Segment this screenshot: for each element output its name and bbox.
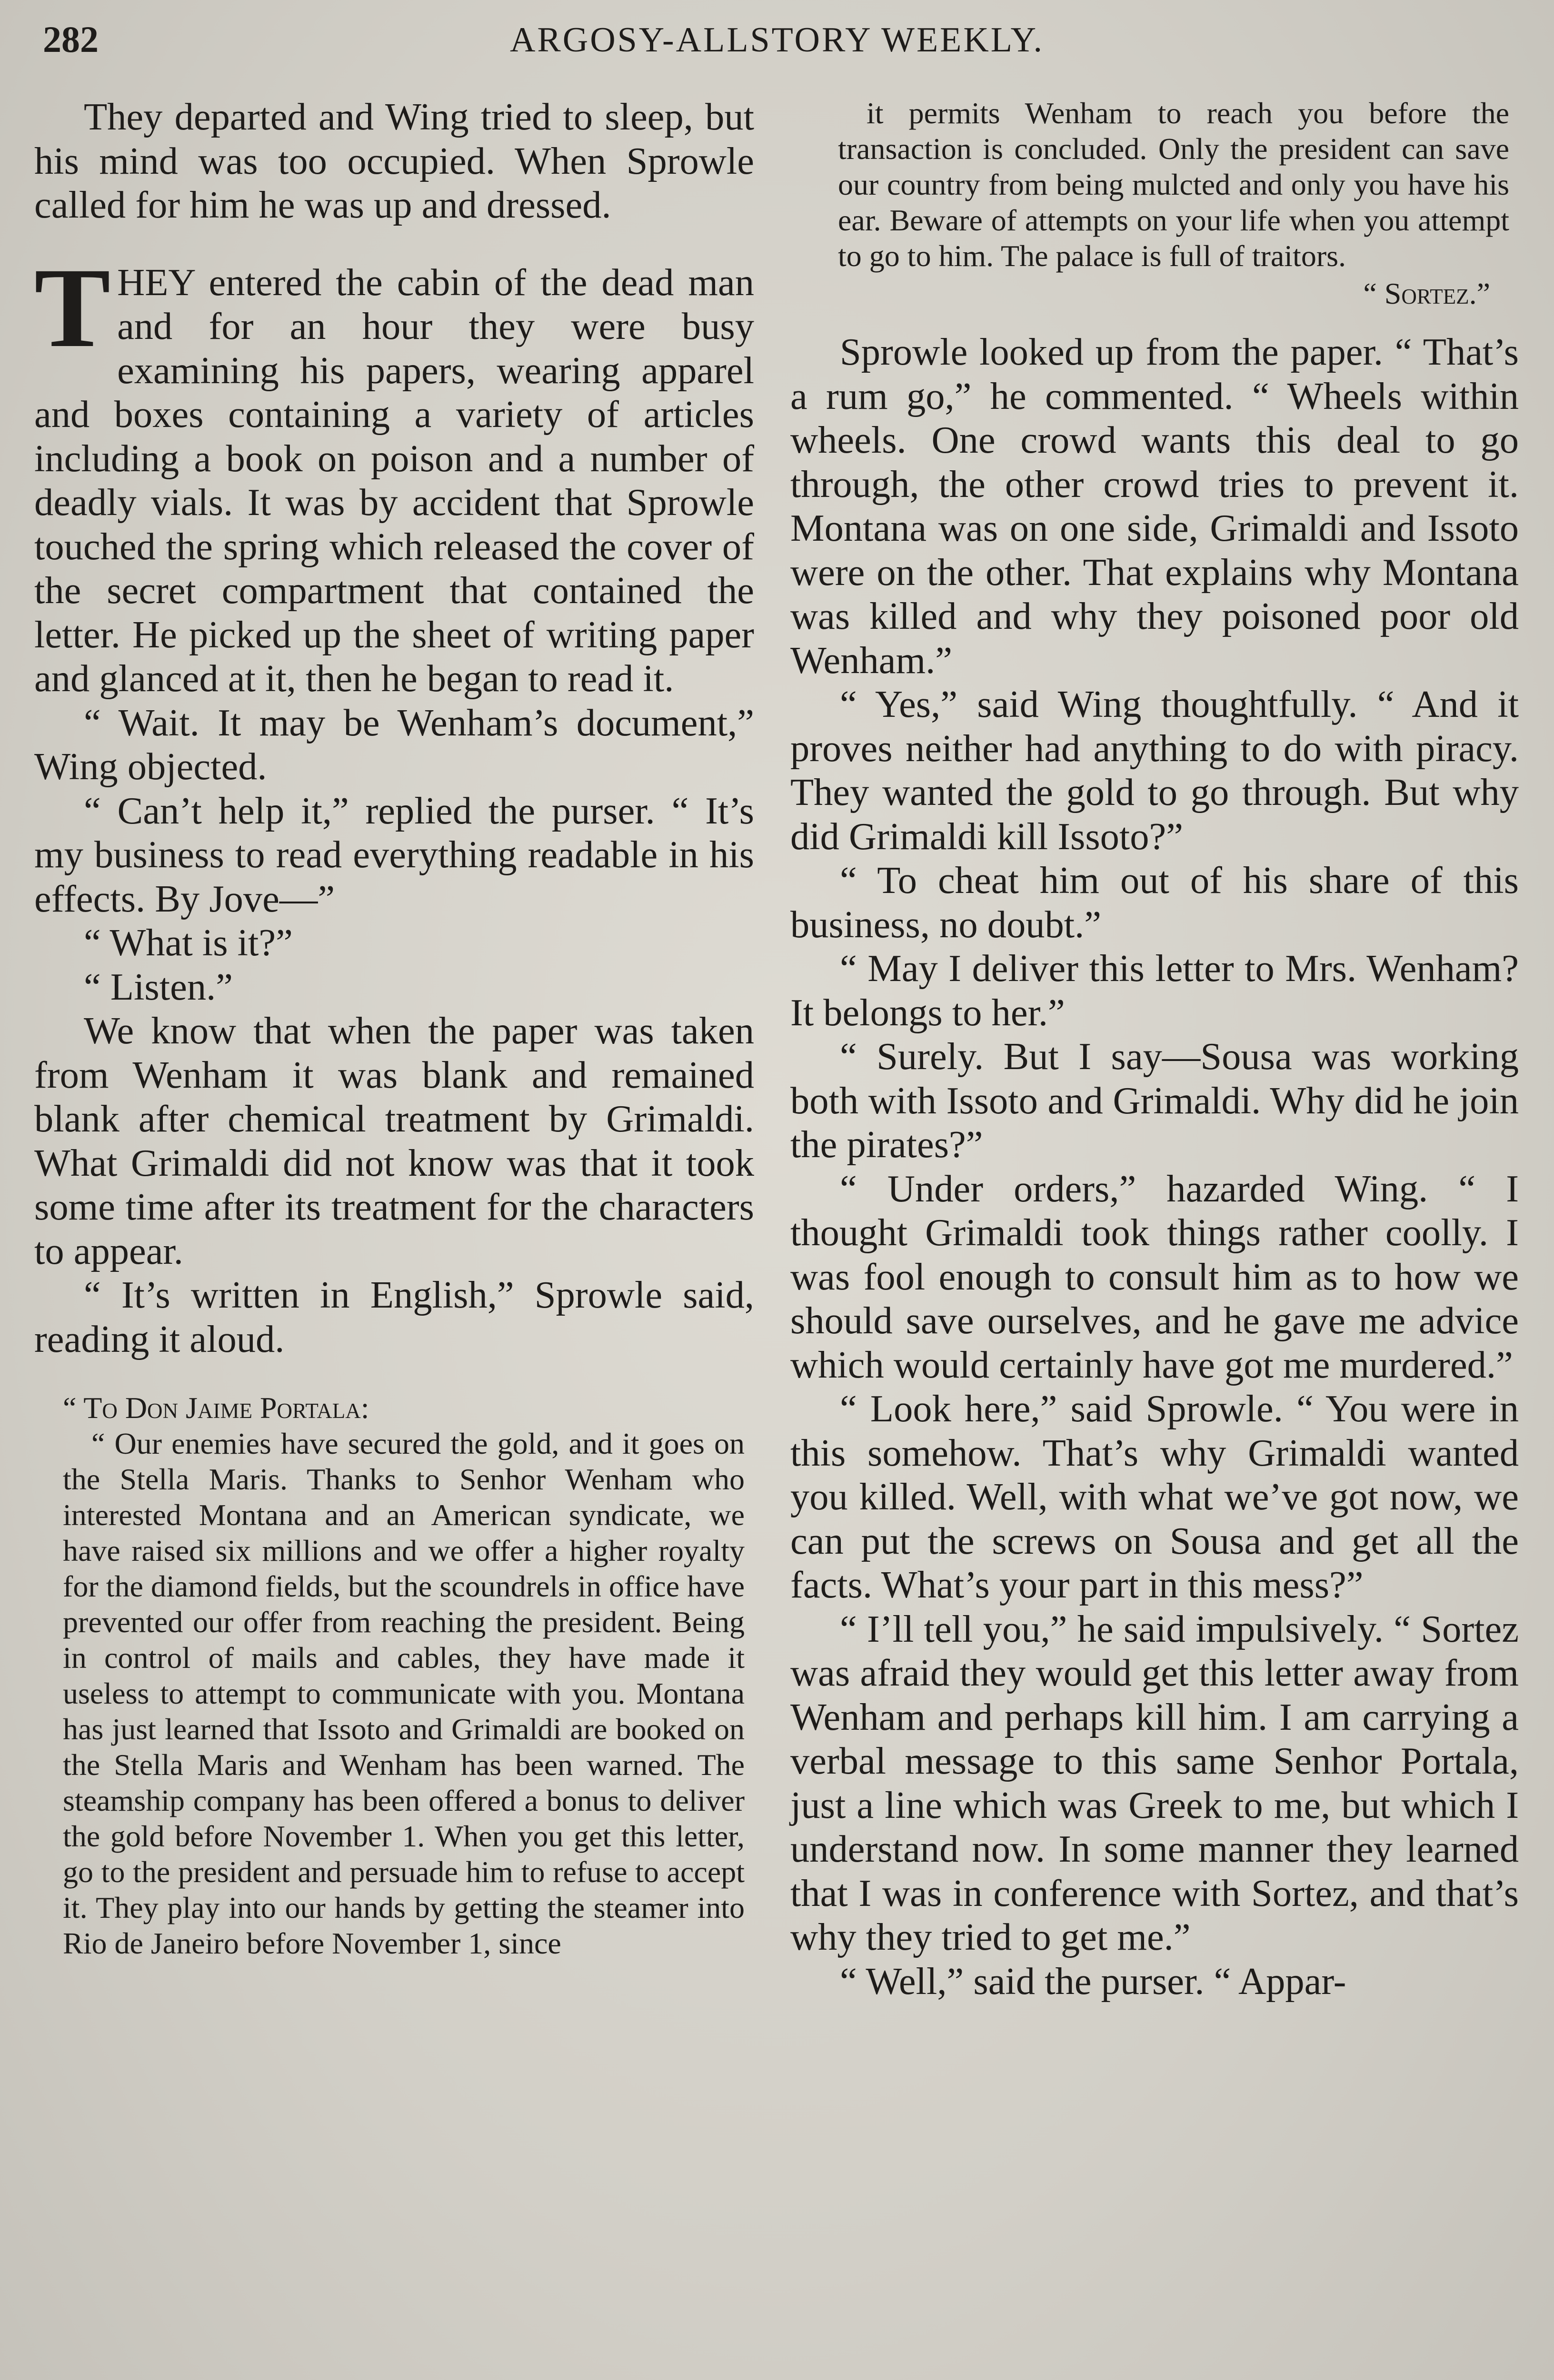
running-head: ARGOSY-ALLSTORY WEEKLY. bbox=[509, 20, 1045, 60]
spacer bbox=[34, 1361, 754, 1390]
letter-signature: “ Sortez.” bbox=[1363, 277, 1490, 310]
drop-cap: T bbox=[34, 244, 111, 371]
section-break bbox=[34, 228, 754, 261]
dropcap-paragraph-text: HEY entered the cabin of the dead man and for an hour they were busy examining his papers, wearing apparel and boxes containing a variety of articles including a book on poison and a number of deadly vials. It was by accident that Sprowle touched the spring which released the cover of the secret compartment that contained the letter. He picked up the sheet of writing paper and glanced at it, then he began to read it. bbox=[34, 261, 754, 700]
letter-block-continued bbox=[838, 95, 1509, 311]
paragraph: “ Yes,” said Wing thoughtfully. “ And it proves neither had anything to do with piracy. They wanted the gold to go through. But why did Grimaldi kill Issoto?” bbox=[790, 683, 1519, 858]
dropcap-paragraph bbox=[34, 244, 754, 701]
paragraph: “ Well,” said the purser. “ Appar- bbox=[840, 1960, 1346, 2003]
page-header bbox=[33, 13, 1521, 66]
paragraph: “ Listen.” bbox=[84, 965, 233, 1008]
paragraph: “ I’ll tell you,” he said impulsively. “ Sortez was afraid they would get this letter away from Wenham and perhaps kill him. I am carrying a verbal message to this same Senhor Portala, just a line which was Greek to me, but which I understand now. In some manner they learned that I was in conference with Sortez, and that’s why they tried to get me.” bbox=[790, 1607, 1519, 1958]
letter-paragraph: “ Our enemies have secured the gold, and it goes on the Stella Maris. Thanks to Senhor Wenham who interested Montana and an American syndicate, we have raised six millions and we offer a higher royalty for the diamond fields, but the scoundrels in office have prevented our offer from reaching the president. Being in control of mails and cables, they have made it useless to attempt to communicate with you. Montana has just learned that Issoto and Grimaldi are booked on the Stella Maris and Wenham has been warned. The steamship company has been offered a bonus to deliver the gold before November 1. When you get this letter, go to the president and persuade him to refuse to accept it. They play into our hands by getting the steamer into Rio de Janeiro before November 1, since bbox=[63, 1427, 745, 1960]
paragraph: “ Under orders,” hazarded Wing. “ I thought Grimaldi took things rather coolly. I was fool enough to consult him as to how we should save ourselves, and he gave me advice which would certainly have got me murdered.” bbox=[790, 1167, 1519, 1386]
letter-salutation: “ To Don Jaime Portala: bbox=[63, 1391, 369, 1425]
right-column bbox=[790, 95, 1519, 2003]
paragraph: Sprowle looked up from the paper. “ That’s a rum go,” he commented. “ Wheels within wheels. One crowd wants this deal to go through, the other crowd tries to prevent it. Montana was on one side, Grimaldi and Issoto were on the other. That explains why Montana was killed and why they poisoned poor old Wenham.” bbox=[790, 331, 1519, 682]
paragraph: “ Can’t help it,” replied the purser. “ It’s my business to read everything readable in his effects. By Jove—” bbox=[34, 789, 754, 920]
paragraph: We know that when the paper was taken from Wenham it was blank and remained blank after chemical treatment by Grimaldi. What Grimaldi did not know was that it took some time after its treatment for the characters to appear. bbox=[34, 1010, 754, 1272]
paragraph: “ Wait. It may be Wenham’s document,” Wing objected. bbox=[34, 701, 754, 788]
paragraph: “ It’s written in English,” Sprowle said, reading it aloud. bbox=[34, 1274, 754, 1360]
paragraph: “ What is it?” bbox=[84, 922, 293, 964]
paragraph: They departed and Wing tried to sleep, but his mind was too occupied. When Sprowle called for him he was up and dressed. bbox=[34, 96, 754, 226]
left-column bbox=[34, 95, 754, 1961]
paragraph: “ Look here,” said Sprowle. “ You were in this somehow. That’s why Grimaldi wanted you killed. Well, with what we’ve got now, we can put the screws on Sousa and get all the facts. What’s your part in this mess?” bbox=[790, 1388, 1519, 1606]
page-number: 282 bbox=[43, 19, 99, 60]
paragraph: “ May I deliver this letter to Mrs. Wenham? It belongs to her.” bbox=[790, 947, 1519, 1034]
letter-block bbox=[63, 1390, 745, 1961]
paragraph: “ Surely. But I say—Sousa was working both with Issoto and Grimaldi. Why did he join the pirates?” bbox=[790, 1035, 1519, 1166]
paragraph: “ To cheat him out of his share of this business, no doubt.” bbox=[790, 859, 1519, 946]
letter-paragraph-continued: it permits Wenham to reach you before the transaction is concluded. Only the president can save our country from being mulcted and only you have his ear. Beware of attempts on your life when you attempt to go to him. The palace is full of traitors. bbox=[838, 96, 1509, 273]
